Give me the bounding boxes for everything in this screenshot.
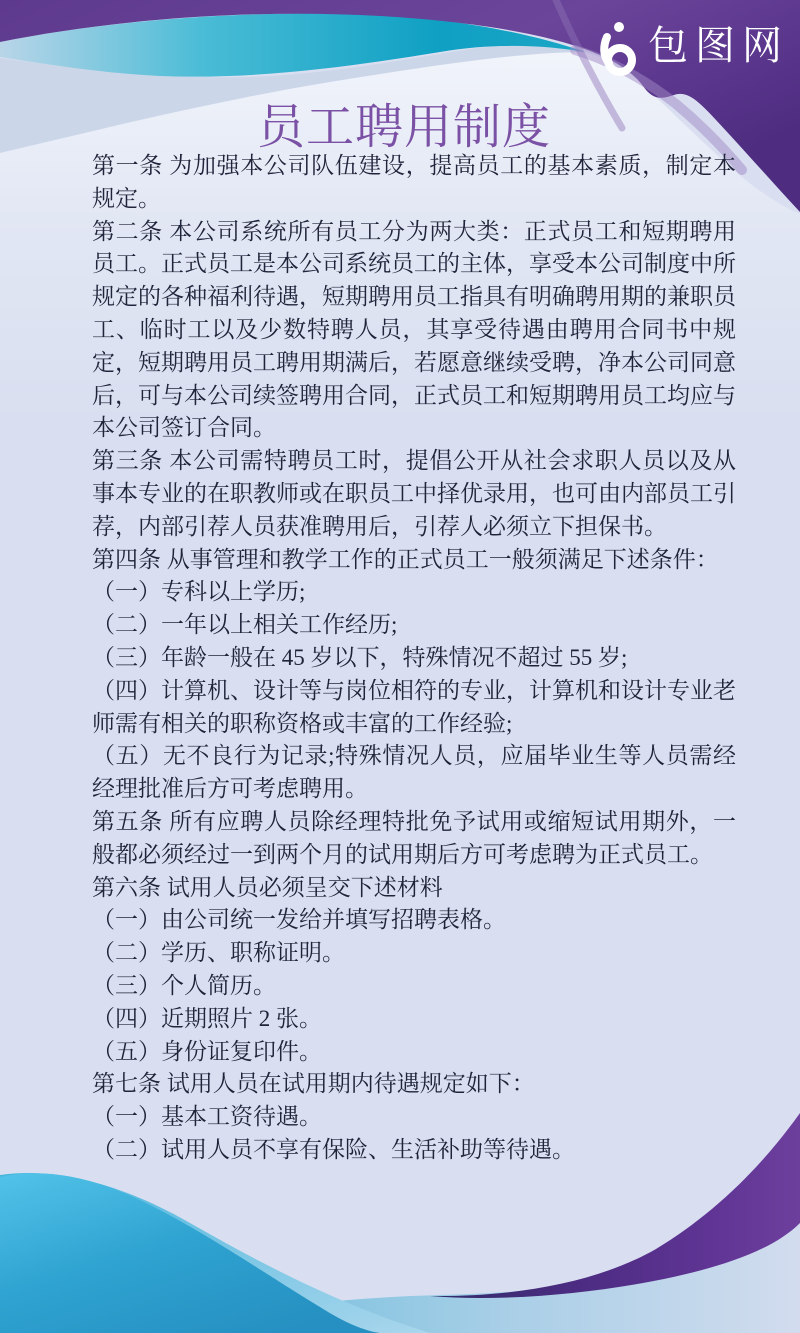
article-paragraph: 第四条 从事管理和教学工作的正式员工一般须满足下述条件： [92,546,719,572]
brand-logo [590,10,789,78]
article-paragraph: 第二条 本公司系统所有员工分为两大类：正式员工和短期聘用员工。正式员工是本公司系统员工的主体，享受本公司制度中所规定的各种福利待遇，短期聘用员工指具有明确聘用期的兼职员工、临时工以及少数特聘人员，其享受待遇由聘用合同书中规定，短期聘用员工聘用期满后，若愿意继续受聘，净本公司同意后，可与本公司续签聘用合同，正式员工和短期聘用员工均应与本公司签订合同。 [92,218,736,441]
teal-wave-front-shape [0,1173,380,1333]
brand-logo-text: 包图网 [648,24,789,68]
article-paragraph: （一）基本工资待遇。 [92,1104,322,1130]
article-paragraph: 第六条 试用人员必须呈交下述材料 [92,874,443,900]
article-paragraph: （五）无不良行为记录;特殊情况人员，应届毕业生等人员需经经理批准后方可考虑聘用。 [92,743,736,802]
article-paragraph: （二）一年以上相关工作经历; [92,612,398,638]
article-paragraph: （二）学历、职称证明。 [92,940,345,966]
page-title: 员工聘用制度 [256,101,551,154]
article-paragraph: （一）专科以上学历; [92,579,306,605]
article-paragraph: （三）个人简历。 [92,972,276,998]
article-paragraph: （五）身份证复印件。 [92,1038,322,1064]
article-paragraph: 第五条 所有应聘人员除经理特批免予试用或缩短试用期外，一般都必须经过一到两个月的试用期后方可考虑聘为正式员工。 [92,808,736,867]
article-paragraph: （三）年龄一般在 45 岁以下，特殊情况不超过 55 岁; [92,644,628,670]
article-paragraph: （四）计算机、设计等与岗位相符的专业，计算机和设计专业老师需有相关的职称资格或丰富的工作经验; [92,677,736,736]
article-paragraph: 第三条 本公司需特聘员工时，提倡公开从社会求职人员以及从事本专业的在职教师或在职员工中择优录用，也可由内部员工引荐，内部引荐人员获准聘用后，引荐人必须立下担保书。 [92,448,736,539]
article-paragraph: （二）试用人员不享有保险、生活补助等待遇。 [92,1136,575,1162]
bottom-decoration [0,1083,800,1333]
article-paragraph: 第一条 为加强本公司队伍建设，提高员工的基本素质，制定本规定。 [92,153,736,211]
baotu-logo-icon [590,10,644,78]
article-body [92,150,736,1167]
article-paragraph: 第七条 试用人员在试用期内待遇规定如下： [92,1071,535,1097]
article-paragraph: （四）近期照片 2 张。 [92,1005,322,1031]
article-paragraph: （一）由公司统一发给并填写招聘表格。 [92,907,506,933]
